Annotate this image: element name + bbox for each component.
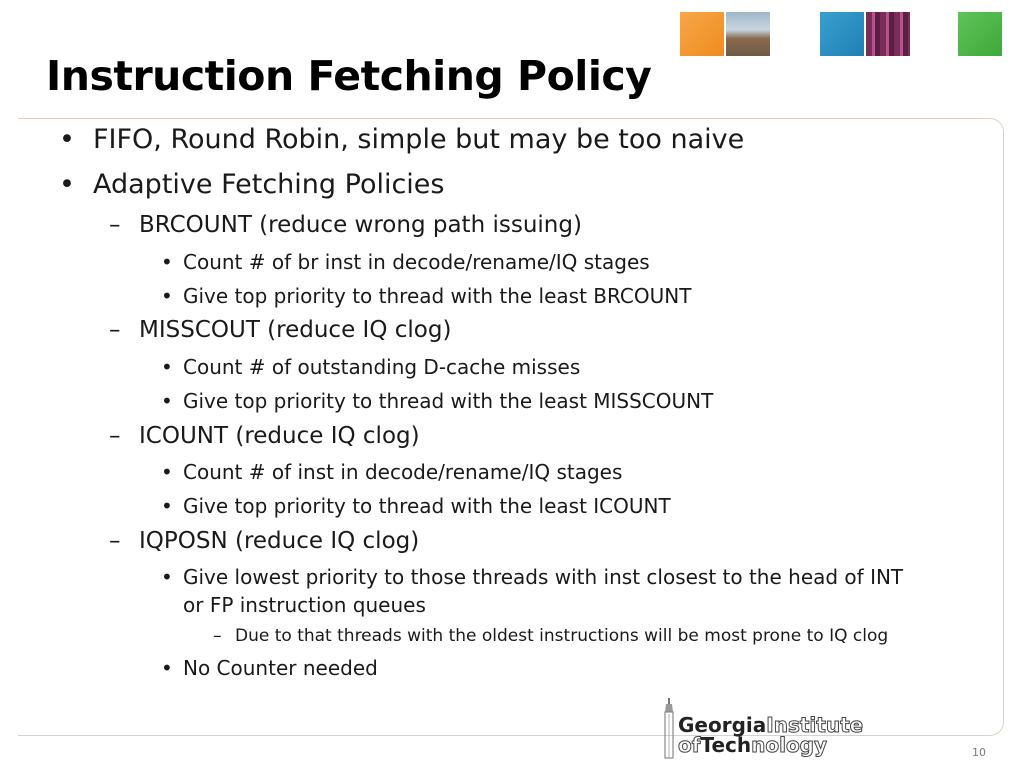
bullet-item (161, 565, 904, 589)
bullet-item-continuation (183, 593, 426, 617)
bullet-text: Count # of inst in decode/rename/IQ stages (183, 460, 623, 484)
bullet-text: BRCOUNT (reduce wrong path issuing) (139, 212, 582, 238)
logo-line-1: GeorgiaInstitute (678, 713, 864, 737)
page-number: 10 (972, 746, 986, 759)
bullet-text: Give lowest priority to those threads with inst closest to the head of INT (183, 565, 904, 589)
bullet-text: Give top priority to thread with the least MISSCOUNT (183, 389, 714, 413)
bullet-item (109, 317, 452, 343)
bullet-item (161, 656, 378, 680)
bullet-text: ICOUNT (reduce IQ clog) (139, 423, 420, 449)
bullet-text: Give top priority to thread with the least BRCOUNT (183, 284, 692, 308)
bullet-marker: • (161, 284, 173, 308)
bullet-item (161, 460, 623, 484)
bullet-marker: – (109, 528, 121, 554)
bullet-marker: – (213, 626, 222, 646)
bullet-text: Count # of br inst in decode/rename/IQ stages (183, 250, 650, 274)
bullet-marker: • (161, 355, 173, 379)
bullet-text: Count # of outstanding D-cache misses (183, 355, 581, 379)
georgia-tech-logo (642, 694, 890, 764)
bullet-item (161, 284, 692, 308)
slide-title: Instruction Fetching Policy (46, 52, 652, 100)
bullet-marker: – (109, 423, 121, 449)
bullet-marker: • (161, 565, 173, 589)
bullet-marker: • (161, 460, 173, 484)
bullet-item (109, 528, 420, 554)
bullet-text: FIFO, Round Robin, simple but may be too naive (93, 124, 745, 155)
bullet-text: Due to that threads with the oldest instructions will be most prone to IQ clog (235, 626, 889, 646)
bullet-item (161, 494, 671, 518)
bullet-text: Adaptive Fetching Policies (93, 169, 445, 200)
bullet-text: No Counter needed (183, 656, 378, 680)
bullet-marker: • (161, 389, 173, 413)
bullet-item (109, 212, 582, 238)
bullet-item (161, 250, 650, 274)
tech-tower-icon (662, 698, 676, 760)
bullet-item (213, 626, 889, 646)
bullet-marker: • (59, 169, 75, 200)
bullet-marker: • (161, 656, 173, 680)
bullet-item (161, 355, 581, 379)
bullet-marker: • (161, 250, 173, 274)
bullet-marker: – (109, 212, 121, 238)
bullet-item (59, 124, 745, 155)
bullet-marker: • (161, 494, 173, 518)
bullet-item (161, 389, 714, 413)
bullet-text: Give top priority to thread with the least ICOUNT (183, 494, 671, 518)
bullet-marker: – (109, 317, 121, 343)
bullet-text: IQPOSN (reduce IQ clog) (139, 528, 420, 554)
bullet-marker: • (59, 124, 75, 155)
bullet-text: MISSCOUT (reduce IQ clog) (139, 317, 452, 343)
bullet-text: or FP instruction queues (183, 593, 426, 617)
bullet-item (59, 169, 445, 200)
logo-line-2: ofTechnology (678, 733, 828, 757)
bullet-item (109, 423, 420, 449)
